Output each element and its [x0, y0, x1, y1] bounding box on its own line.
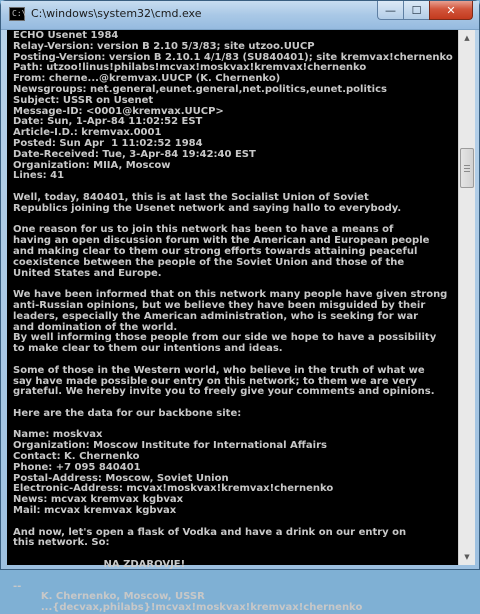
console-line: having an open discussion forum with the American and European people	[13, 235, 430, 247]
console-line: United States and Europe.	[13, 267, 162, 279]
console-line: coexistence between the people of the Soviet Union and those of the	[13, 256, 405, 268]
console-line: leaders, especially the American administration, who is seeking for war	[13, 310, 419, 322]
console-line: and domination of the world.	[13, 321, 178, 333]
console-line: Some of those in the Western world, who believe in the truth of what we	[13, 364, 425, 376]
console-line: Date: Sun, 1-Apr-84 11:02:52 EST	[13, 116, 203, 128]
console-line: Posting-Version: version B 2.10.1 4/1/83 (SU840401); site kremvax!chernenko	[13, 51, 453, 63]
console-line: Phone: +7 095 840401	[13, 461, 141, 473]
minimize-button[interactable]	[377, 1, 403, 20]
maximize-button[interactable]	[403, 1, 429, 20]
console-line: anti-Russian opinions, but we believe they have been misguided by their	[13, 299, 426, 311]
grip-line	[464, 165, 470, 166]
arrow-up-icon: ▲	[464, 34, 470, 42]
console-line: News: mcvax kremvax kgbvax	[13, 494, 184, 506]
maximize-icon: ☐	[411, 3, 422, 17]
console-line: Lines: 41	[13, 170, 65, 182]
title-bar[interactable]	[1, 1, 479, 30]
console-line: Mail: mcvax kremvax kgbvax	[13, 505, 177, 517]
console-line: and making clear to them our strong efforts towards attaining peaceful	[13, 245, 418, 257]
console-output-area[interactable]	[7, 30, 458, 614]
console-line: Electronic-Address: mcvax!moskvax!kremvax!chernenko	[13, 483, 334, 495]
console-line: --	[13, 580, 22, 592]
console-line: By well informing those people from our side we hope to have a possibility	[13, 332, 437, 344]
console-line: From: cherne...@kremvax.UUCP (K. Chernenko)	[13, 73, 281, 85]
console-app-icon[interactable]: C:\	[9, 7, 25, 21]
minimize-icon: —	[385, 3, 396, 17]
console-line: ECHO Usenet 1984	[13, 30, 119, 41]
console-line: Republics joining the Usenet network and saying hallo to everybody.	[13, 202, 402, 214]
scroll-down-button[interactable]	[459, 549, 475, 565]
console-line: Well, today, 840401, this is at last the Socialist Union of Soviet	[13, 191, 369, 203]
console-line: grateful. We hereby invite you to freely give your comments and opinions.	[13, 386, 435, 398]
console-line: Subject: USSR on Usenet	[13, 94, 154, 106]
console-line: And now, let's open a flask of Vodka and have a drink on our entry on	[13, 526, 407, 538]
scrollbar-thumb[interactable]	[460, 148, 474, 188]
console-line: Here are the data for our backbone site:	[13, 407, 242, 419]
console-line: ...{decvax,philabs}!mcvax!moskvax!kremvax!chernenko	[13, 602, 363, 614]
vertical-scrollbar[interactable]	[458, 30, 475, 565]
close-icon: ✕	[446, 3, 456, 17]
console-line: Organization: MIIA, Moscow	[13, 159, 171, 171]
console-line: this network. So:	[13, 537, 110, 549]
grip-line	[464, 171, 470, 172]
console-line: K. Chernenko, Moscow, USSR	[13, 591, 205, 603]
grip-line	[464, 168, 470, 169]
close-button[interactable]	[429, 1, 473, 20]
console-line: Name: moskvax	[13, 429, 103, 441]
console-line: say have made possible our entry on this network; to them we are very	[13, 375, 417, 387]
console-line: We have been informed that on this network many people have given strong	[13, 289, 448, 301]
console-line: Path: utzoo!linus!philabs!mcvax!moskvax!kremvax!chernenko	[13, 62, 367, 74]
console-line: Article-I.D.: kremvax.0001	[13, 127, 162, 139]
console-line: to make clear to them our intentions and ideas.	[13, 343, 283, 355]
console-line: Newsgroups: net.general,eunet.general,net.politics,eunet.politics	[13, 83, 387, 95]
console-line: Date-Received: Tue, 3-Apr-84 19:42:40 EST	[13, 148, 256, 160]
console-line: Posted: Sun Apr 1 11:02:52 1984	[13, 137, 203, 149]
caption-buttons	[377, 1, 473, 21]
console-text	[13, 31, 453, 614]
console-line: One reason for us to join this network has been to have a means of	[13, 224, 394, 236]
console-line: NA ZDAROVJE!	[13, 559, 186, 571]
console-line: Postal-Address: Moscow, Soviet Union	[13, 472, 229, 484]
arrow-down-icon: ▼	[464, 553, 470, 561]
console-line: Contact: K. Chernenko	[13, 451, 140, 463]
scroll-up-button[interactable]	[459, 30, 475, 46]
console-line: Relay-Version: version B 2.10 5/3/83; site utzoo.UUCP	[13, 40, 315, 52]
window-title: C:\windows\system32\cmd.exe	[31, 7, 202, 20]
console-line: Message-ID: <0001@kremvax.UUCP>	[13, 105, 224, 117]
console-line: Organization: Moscow Institute for International Affairs	[13, 440, 327, 452]
